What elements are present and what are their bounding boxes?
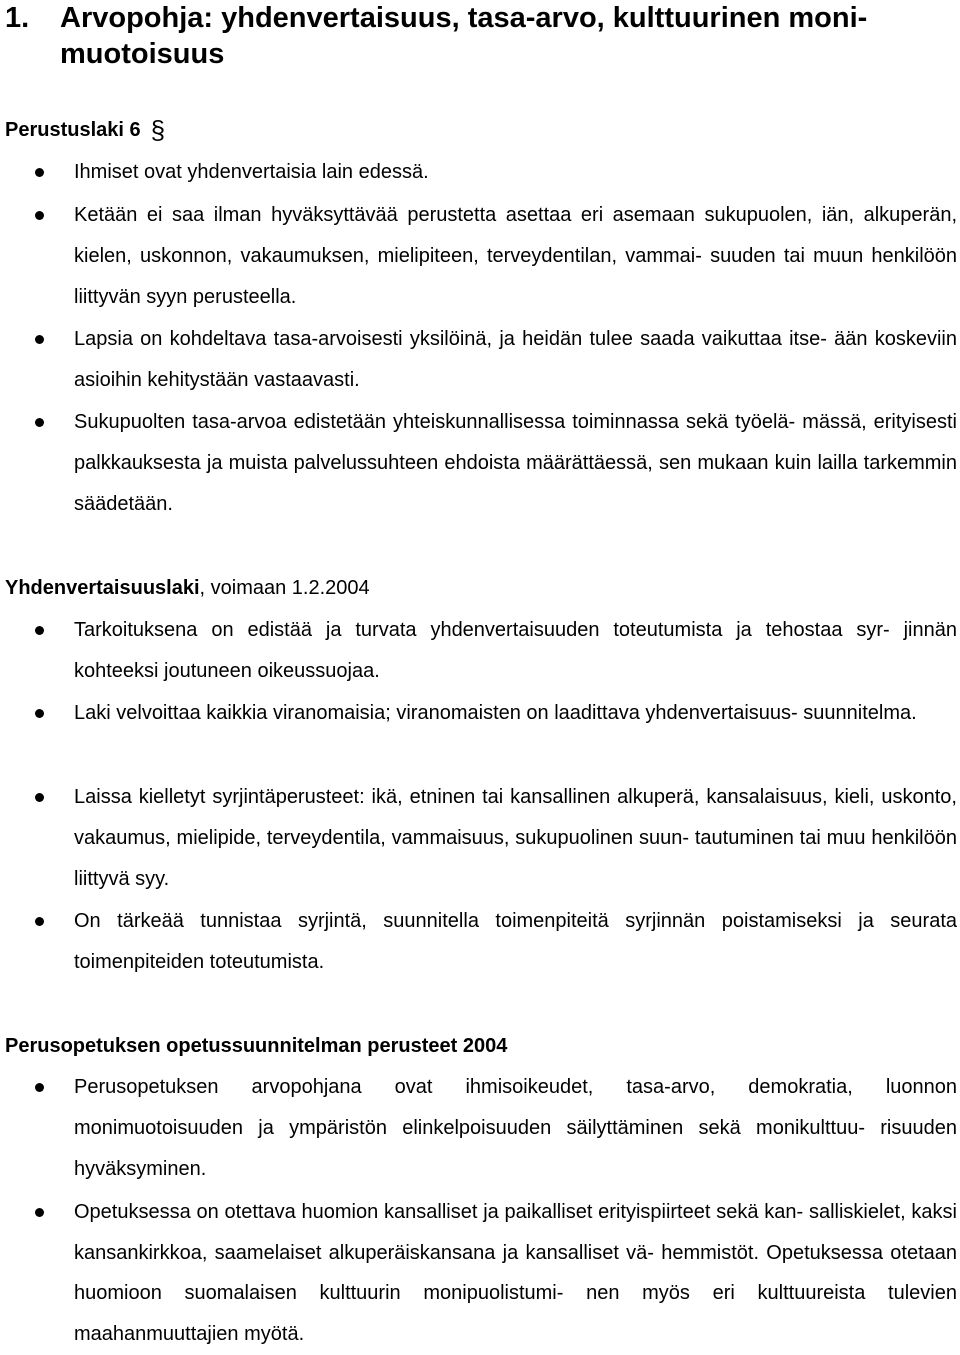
bullet-icon (35, 168, 44, 177)
section-heading-text: Yhdenvertaisuuslaki (5, 577, 200, 599)
bullet-icon (35, 211, 44, 220)
bullet-icon (35, 1208, 44, 1217)
page-title (5, 0, 935, 72)
section-heading-date: , voimaan 1.2.2004 (199, 577, 370, 599)
list-item: Tarkoituksena on edistää ja turvata yhdenvertaisuuden toteutumista ja tehostaa syr- jinnän kohteeksi joutuneen oikeussuojaa. (74, 619, 957, 682)
section-symbol: § (150, 115, 166, 145)
list-item: Opetuksessa on otettava huomion kansalliset ja paikalliset erityispiirteet sekä kan- salliskielet, kaksi kansankirkkoa, saamelaiset alkuperäiskansana ja kansalliset vä- hemmistöt. Opetuksessa otetaan huomioon suomalaisen kulttuurin monipuolistumi- nen myös eri kulttuureista tulevien maahanmuuttajien myötä. (74, 1201, 957, 1346)
list-item: Laissa kielletyt syrjintäperusteet: ikä, etninen tai kansallinen alkuperä, kansalaisuus, kieli, uskonto, vakaumus, mielipide, terveydentila, vammaisuus, sukupuolinen suun- tautuminen tai muu henkilöön liittyvä syy. (74, 786, 957, 890)
section-heading-text: Perusopetuksen opetussuunnitelman perusteet 2004 (5, 1035, 508, 1057)
list-item: Laki velvoittaa kaikkia viranomaisia; viranomaisten on laadittava yhdenvertaisuus- suunnitelma. (74, 702, 917, 724)
section-heading-yhdenvertaisuuslaki (5, 576, 370, 600)
list-item: Lapsia on kohdeltava tasa-arvoisesti yksilöinä, ja heidän tulee saada vaikuttaa itse- ään koskeviin asioihin kehitystään vastaavasti. (74, 328, 957, 391)
bullet-icon (35, 793, 44, 802)
section-heading-perustuslaki (5, 115, 166, 145)
bullet-icon (35, 335, 44, 344)
bullet-icon (35, 1083, 44, 1092)
list-item: Ketään ei saa ilman hyväksyttävää perustetta asettaa eri asemaan sukupuolen, iän, alkuperän, kielen, uskonnon, vakaumuksen, mielipiteen, terveydentilan, vammai- suuden tai muun henkilöön liittyvän syyn perusteella. (74, 204, 957, 308)
bullet-icon (35, 917, 44, 926)
section-heading-text: Perustuslaki 6 (5, 119, 141, 141)
bullet-icon (35, 626, 44, 635)
list-item: Sukupuolten tasa-arvoa edistetään yhteiskunnallisessa toiminnassa sekä työelä- mässä, erityisesti palkkauksesta ja muista palvelussuhteen ehdoista määrättäessä, sen mukaan kuin lailla tarkemmin säädetään. (74, 411, 957, 515)
bullet-icon (35, 418, 44, 427)
section-heading-perusopetus (5, 1034, 507, 1058)
bullet-icon (35, 709, 44, 718)
list-item: Ihmiset ovat yhdenvertaisia lain edessä. (74, 161, 429, 183)
list-item: Perusopetuksen arvopohjana ovat ihmisoikeudet, tasa-arvo, demokratia, luonnon monimuotoisuuden ja ympäristön elinkelpoisuuden säilyttäminen sekä monikulttuu- risuuden hyväksyminen. (74, 1076, 957, 1180)
title-text: Arvopohja: yhdenvertaisuus, tasa-arvo, kulttuurinen moni- muotoisuus (60, 2, 868, 70)
title-number: 1. (5, 2, 30, 34)
list-item: On tärkeää tunnistaa syrjintä, suunnitella toimenpiteitä syrjinnän poistamiseksi ja seurata toimenpiteiden toteutumista. (74, 910, 957, 973)
